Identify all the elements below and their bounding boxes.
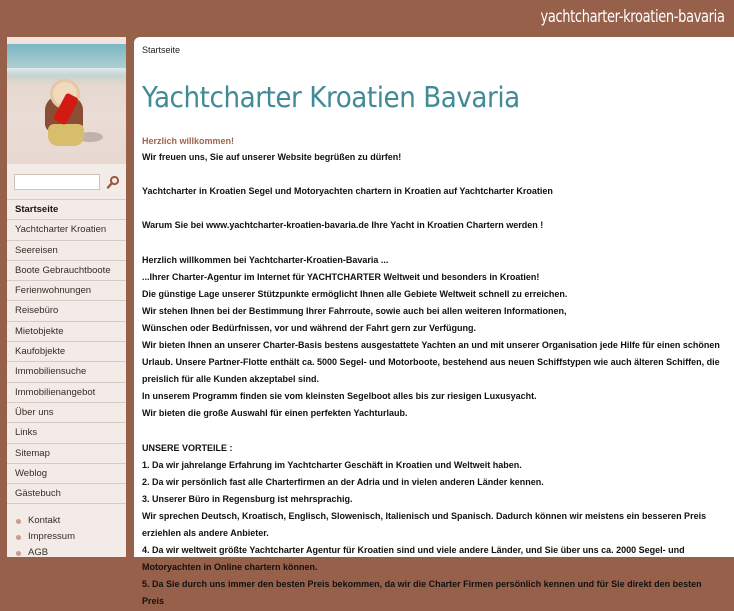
text-line: erziehlen als andere Anbieter. [142,528,269,539]
subnav-item-impressum[interactable] [7,529,126,545]
nav-item-gaestebuch[interactable]: Gästebuch [7,484,126,504]
text-line: Yachtcharter in Kroatien Segel und Motoryachten chartern in Kroatien auf Yachtcharter Kroatien [142,186,553,197]
nav-item-startseite[interactable]: Startseite [7,200,126,220]
page-title: Yachtcharter Kroatien Bavaria [142,81,520,114]
nav-item-reisebuero[interactable]: Reisebüro [7,301,126,321]
nav-item-ferienwohnungen[interactable]: Ferienwohnungen [7,281,126,301]
text-line: Warum Sie bei www.yachtcharter-kroatien-bavaria.de Ihre Yacht in Kroatien Chartern werden ! [142,220,544,231]
nav-item-immobilienangebot[interactable]: Immobilienangebot [7,383,126,403]
bullet-icon [16,519,21,524]
nav-item-weblog[interactable]: Weblog [7,464,126,484]
nav-item-seereisen[interactable]: Seereisen [7,241,126,261]
text-line: Urlaub. Unsere Partner-Flotte enthält ca. 5000 Segel- und Motorboote, bestehend aus neuen Schiffstypen wie auch älteren Schiffen, die [142,357,720,368]
secondary-nav [7,504,126,561]
text-line: Wir bieten Ihnen an unserer Charter-Basis bestens ausgestattete Yachten an und mit unserer Organisation jede Hilfe für einen schönen [142,340,720,351]
text-line: Wir bieten die große Auswahl für einen perfekten Yachturlaub. [142,408,408,419]
text-line: Herzlich willkommen bei Yachtcharter-Kroatien-Bavaria ... [142,254,389,265]
body-text [142,149,722,611]
advantage-item: 3. Unserer Büro in Regensburg ist mehrsprachig. [142,493,353,504]
text-line: Die günstige Lage unserer Stützpunkte ermöglicht Ihnen alle Gebiete Weltweit schnell zu erreichen. [142,288,568,299]
sea-wave [7,68,126,76]
subnav-label: AGB [28,547,49,559]
text-line: Wir freuen uns, Sie auf unserer Website begrüßen zu dürfen! [142,152,402,162]
advantage-item: 2. Da wir persönlich fast alle Charterfirmen an der Adria und in vielen anderen Länder kennen. [142,476,544,487]
bullet-icon [16,535,21,540]
text-line [142,200,722,217]
nav-item-kaufobjekte[interactable]: Kaufobjekte [7,342,126,362]
main-nav [7,200,126,504]
nav-item-yachtcharter-kroatien[interactable]: Yachtcharter Kroatien [7,220,126,240]
nav-item-ueber-uns[interactable]: Über uns [7,403,126,423]
subnav-label: Impressum [28,531,75,543]
nav-item-links[interactable]: Links [7,423,126,443]
swimsuit [48,124,84,146]
subnav-item-agb[interactable] [7,545,126,561]
search-icon[interactable] [106,175,120,189]
text-line [142,423,722,440]
text-line [142,166,722,183]
beach-photo [7,44,126,164]
main-content [134,37,734,607]
text-line: preislich für alle Kunden akzeptabel sind. [142,374,320,385]
text-line: ...Ihrer Charter-Agentur im Internet für YACHTCHARTER Weltweit und besonders in Kroatien! [142,271,540,282]
advantage-item: 1. Da wir jahrelange Erfahrung im Yachtcharter Geschäft in Kroatien und Weltweit haben. [142,459,522,470]
advantage-item: 5. Da Sie durch uns immer den besten Preis bekommen, da wir die Charter Firmen persönlich kennen und für Sie direkt den besten Preis [142,579,702,607]
nav-item-boote-gebrauchtboote[interactable]: Boote Gebrauchtboote [7,261,126,281]
search-area [7,164,126,200]
advantage-item: 4. Da wir weltweit größte Yachtcharter Agentur für Kroatien sind und viele andere Länder, und Sie über uns ca. 2000 Segel- und [142,545,685,556]
nav-item-mietobjekte[interactable]: Mietobjekte [7,322,126,342]
site-title: yachtcharter-kroatien-bavaria [540,7,725,27]
text-line: Wir stehen Ihnen bei der Bestimmung Ihrer Fahrroute, sowie auch bei allen weiteren Informationen, [142,305,567,316]
nav-item-sitemap[interactable]: Sitemap [7,444,126,464]
text-line [142,234,722,251]
advantages-heading: UNSERE VORTEILE : [142,442,233,453]
breadcrumb: Startseite [142,45,181,55]
sidebar [7,37,126,557]
search-input[interactable] [14,174,100,190]
nav-item-immobiliensuche[interactable]: Immobiliensuche [7,362,126,382]
sidebar-top-strip [7,37,126,44]
subnav-label: Kontakt [28,515,61,527]
welcome-heading: Herzlich willkommen! [142,136,235,146]
text-line: Motoryachten in Online chartern können. [142,562,318,573]
subnav-item-kontakt[interactable] [7,513,126,529]
text-line: In unserem Programm finden sie vom kleinsten Segelboot alles bis zur riesigen Luxusyacht. [142,391,537,402]
bullet-icon [16,551,21,556]
text-line: Wünschen oder Bedürfnissen, vor und während der Fahrt gern zur Verfügung. [142,322,477,333]
text-line: Wir sprechen Deutsch, Kroatisch, Englisch, Slowenisch, Italienisch und Spanisch. Dadurch können wir meistens ein besseren Preis [142,510,707,521]
